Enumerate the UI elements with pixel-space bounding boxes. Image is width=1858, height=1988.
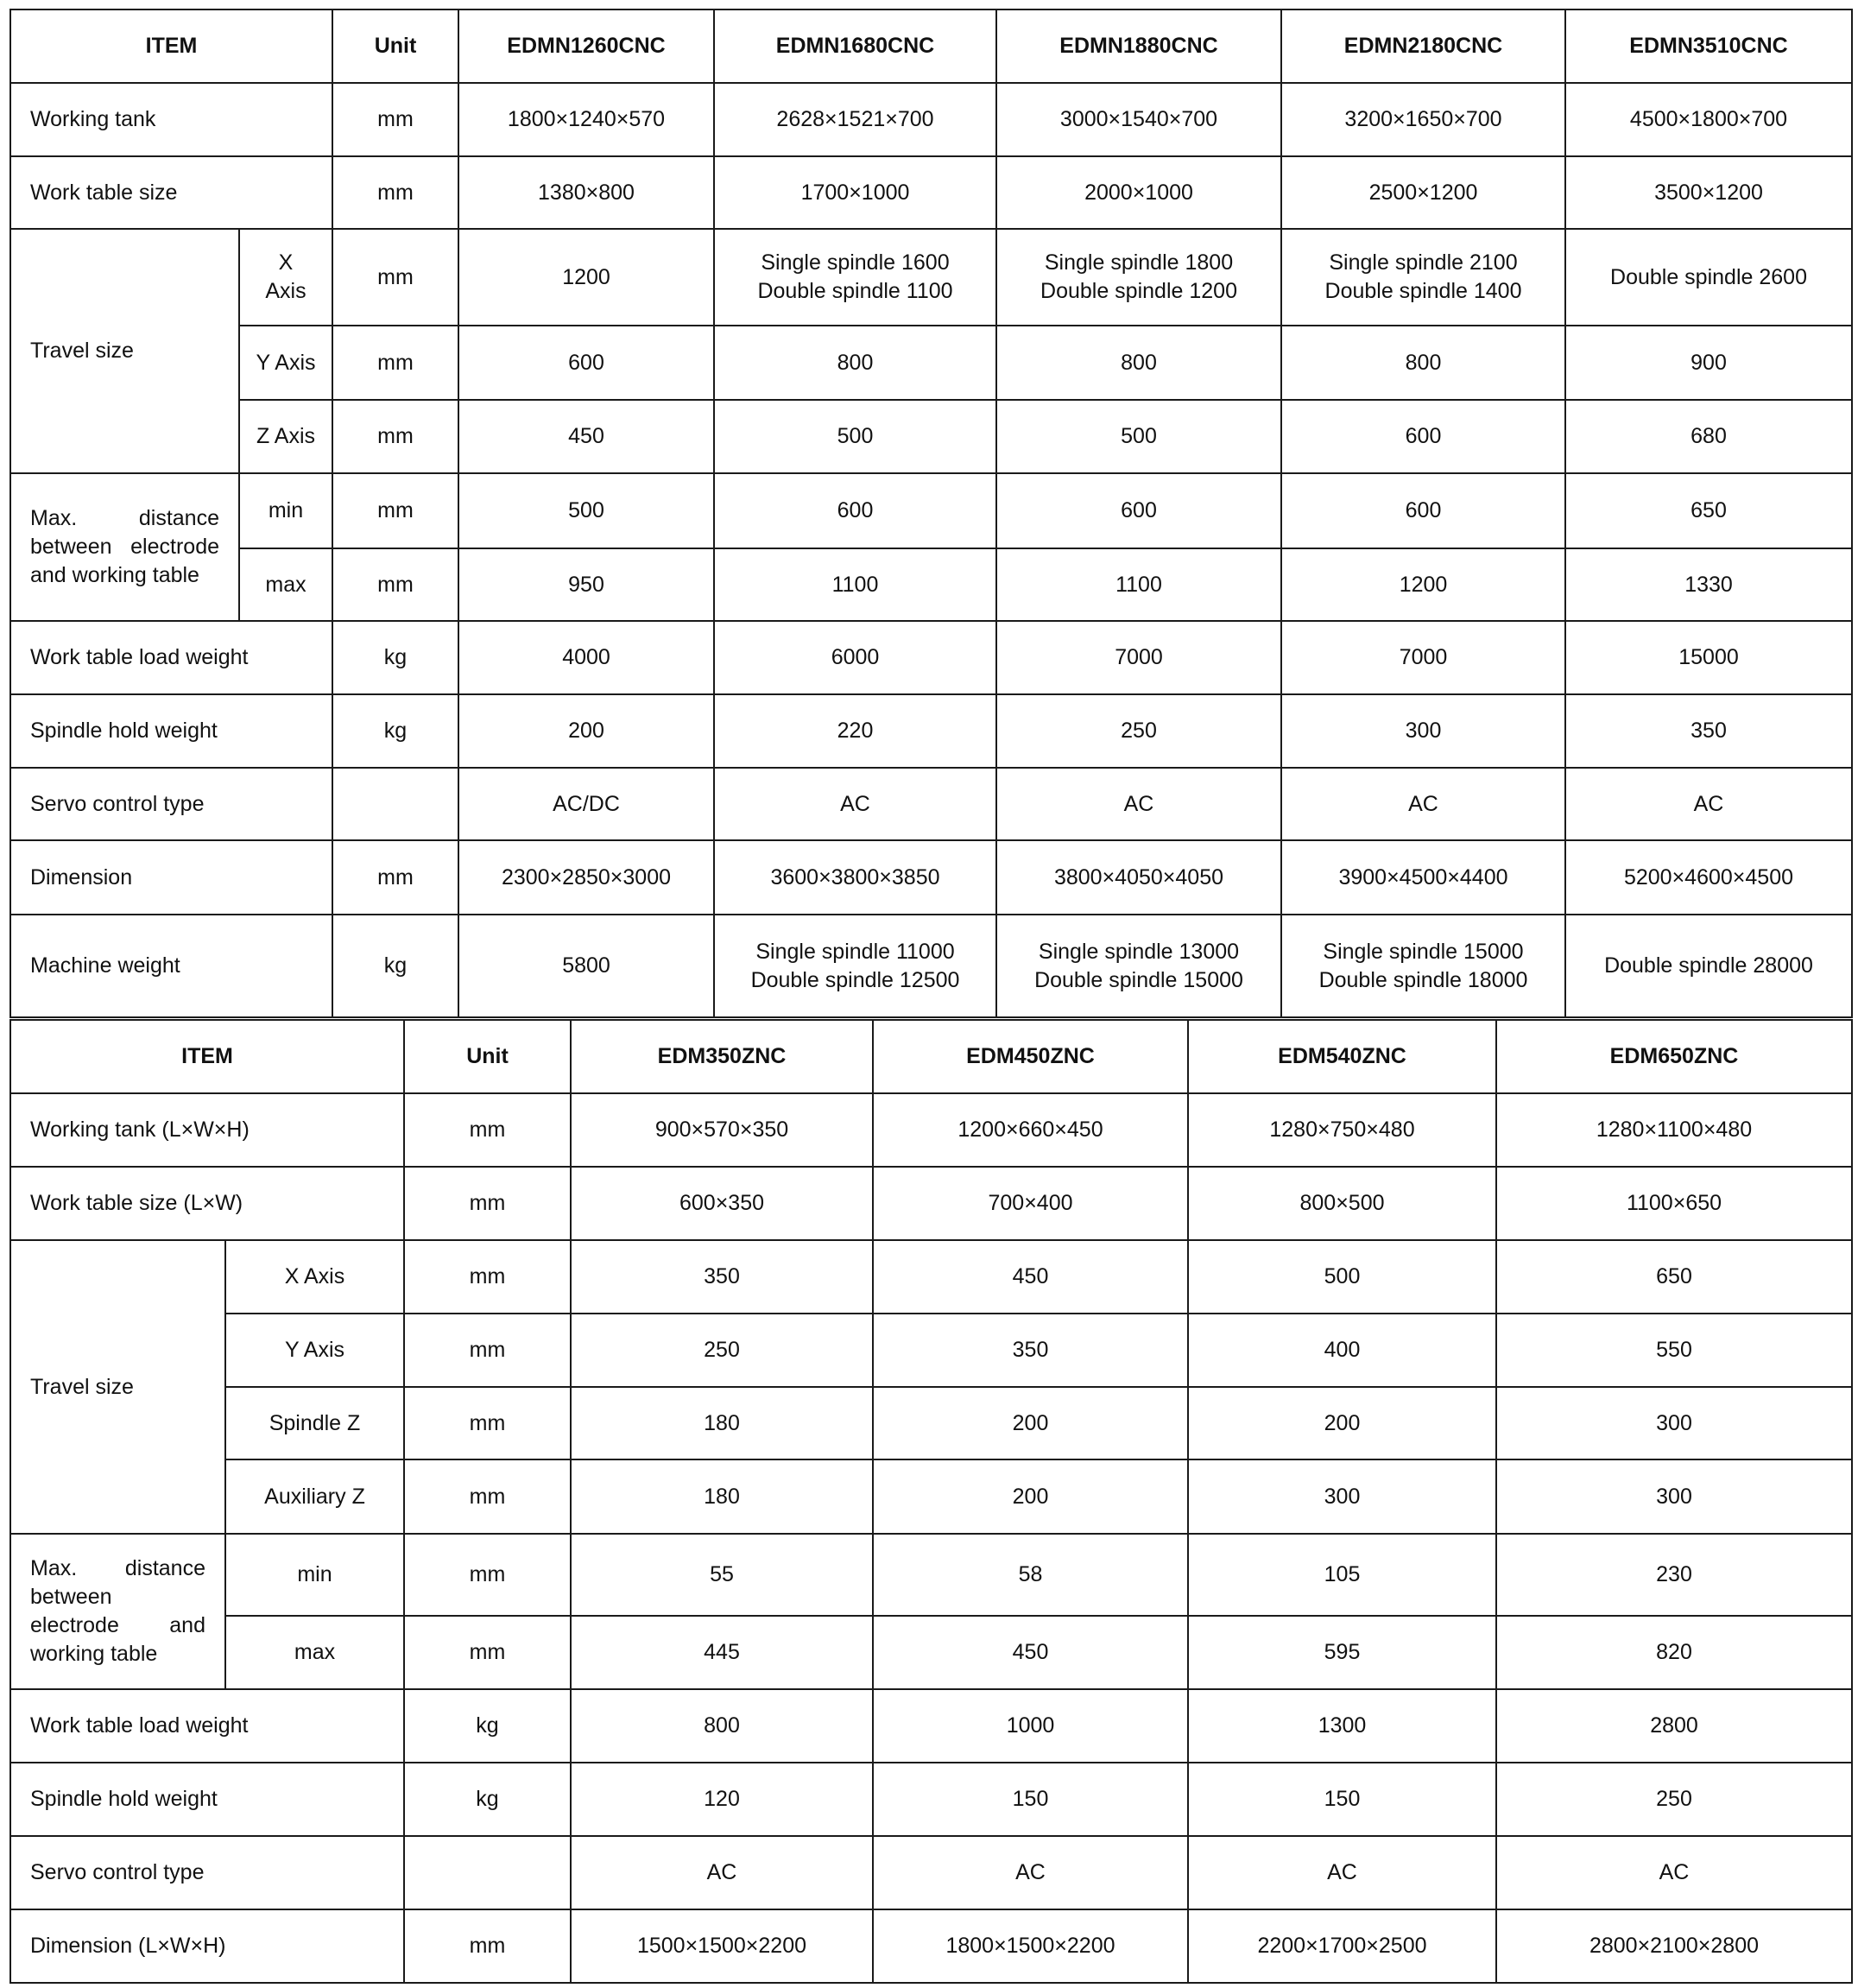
value-cell: 180 [571,1459,873,1534]
row-label: Work table load weight [10,621,332,694]
value-cell: 350 [571,1240,873,1314]
value-cell: Single spindle 11000 Double spindle 12500 [714,915,996,1017]
unit-cell: mm [332,473,458,548]
row-label-travel: Travel size [10,229,239,473]
value-cell: 7000 [1281,621,1565,694]
row-work-table-size [10,1167,1852,1240]
value-cell: 450 [458,400,714,473]
unit-cell: mm [404,1093,571,1167]
value-cell: 150 [1188,1763,1496,1836]
row-spindle-weight [10,1763,1852,1836]
unit-cell: mm [404,1387,571,1459]
row-label: Dimension [10,840,332,915]
row-label: Working tank (L×W×H) [10,1093,404,1167]
value-cell: 2200×1700×2500 [1188,1909,1496,1983]
value-cell: 105 [1188,1534,1496,1616]
unit-cell: mm [404,1459,571,1534]
row-label: Work table size (L×W) [10,1167,404,1240]
unit-cell: mm [332,548,458,621]
row-label: Work table load weight [10,1689,404,1763]
value-cell: 220 [714,694,996,768]
value-cell: 2500×1200 [1281,156,1565,229]
value-cell: 150 [873,1763,1188,1836]
value-cell: Single spindle 2100 Double spindle 1400 [1281,229,1565,326]
row-label: Machine weight [10,915,332,1017]
value-cell: 180 [571,1387,873,1459]
value-cell: 1100 [714,548,996,621]
row-servo [10,768,1852,840]
unit-cell: mm [332,83,458,156]
row-label-travel: Travel size [10,1240,225,1534]
row-distance-max [10,1616,1852,1689]
value-cell: 500 [458,473,714,548]
value-cell: 450 [873,1240,1188,1314]
spec-table-edm-znc [9,1019,1853,1984]
sub-label: Y Axis [225,1314,404,1387]
value-cell: 800×500 [1188,1167,1496,1240]
header-model: EDMN1260CNC [458,9,714,83]
value-cell: 680 [1565,400,1852,473]
value-cell: AC [1496,1836,1852,1909]
unit-cell: mm [332,840,458,915]
value-cell: 5200×4600×4500 [1565,840,1852,915]
value-cell: Single spindle 1600 Double spindle 1100 [714,229,996,326]
value-cell: 200 [1188,1387,1496,1459]
value-cell: 1800×1240×570 [458,83,714,156]
unit-cell: mm [404,1167,571,1240]
unit-cell: mm [332,156,458,229]
row-machine-weight [10,915,1852,1017]
value-cell: 600×350 [571,1167,873,1240]
value-cell: 650 [1496,1240,1852,1314]
value-cell: 55 [571,1534,873,1616]
value-cell: 1300 [1188,1689,1496,1763]
unit-cell: kg [404,1763,571,1836]
value-cell: 120 [571,1763,873,1836]
value-cell: 500 [996,400,1281,473]
row-travel-aux-z [10,1459,1852,1534]
value-cell: 4500×1800×700 [1565,83,1852,156]
value-cell: 500 [714,400,996,473]
value-cell: 1000 [873,1689,1188,1763]
value-cell: 250 [996,694,1281,768]
row-distance-min [10,473,1852,548]
value-cell: 600 [1281,400,1565,473]
value-cell: 58 [873,1534,1188,1616]
value-cell: 1280×1100×480 [1496,1093,1852,1167]
value-cell: Double spindle 2600 [1565,229,1852,326]
row-distance-max [10,548,1852,621]
value-cell: 350 [1565,694,1852,768]
sub-label: max [239,548,332,621]
sub-label: min [225,1534,404,1616]
value-cell: 900×570×350 [571,1093,873,1167]
value-cell: 1100 [996,548,1281,621]
row-travel-y [10,1314,1852,1387]
value-cell: AC [1188,1836,1496,1909]
value-cell: 200 [873,1387,1188,1459]
row-travel-x [10,1240,1852,1314]
header-model: EDM350ZNC [571,1020,873,1093]
value-cell: 600 [458,326,714,400]
header-model: EDM650ZNC [1496,1020,1852,1093]
sub-label: Y Axis [239,326,332,400]
header-model: EDM540ZNC [1188,1020,1496,1093]
unit-cell: mm [332,326,458,400]
value-cell: 300 [1188,1459,1496,1534]
sub-label: X Axis [225,1240,404,1314]
row-work-table-size [10,156,1852,229]
value-cell: 3200×1650×700 [1281,83,1565,156]
value-cell: 1100×650 [1496,1167,1852,1240]
unit-cell: mm [404,1240,571,1314]
value-cell: 3900×4500×4400 [1281,840,1565,915]
header-row [10,9,1852,83]
value-cell: 7000 [996,621,1281,694]
value-cell: 800 [714,326,996,400]
header-unit: Unit [332,9,458,83]
value-cell: AC [714,768,996,840]
value-cell: AC/DC [458,768,714,840]
value-cell: 300 [1496,1459,1852,1534]
value-cell: 1380×800 [458,156,714,229]
value-cell: 1200 [458,229,714,326]
value-cell: 650 [1565,473,1852,548]
value-cell: 5800 [458,915,714,1017]
value-cell: 950 [458,548,714,621]
row-label: Servo control type [10,768,332,840]
sub-label: X Axis [239,229,332,326]
unit-cell: kg [404,1689,571,1763]
value-cell: 445 [571,1616,873,1689]
unit-cell [404,1836,571,1909]
value-cell: 250 [1496,1763,1852,1836]
value-cell: 200 [458,694,714,768]
value-cell: 2628×1521×700 [714,83,996,156]
value-cell: 600 [996,473,1281,548]
row-servo [10,1836,1852,1909]
unit-cell: mm [404,1616,571,1689]
value-cell: 500 [1188,1240,1496,1314]
value-cell: 250 [571,1314,873,1387]
value-cell: 1200×660×450 [873,1093,1188,1167]
value-cell: 2000×1000 [996,156,1281,229]
value-cell: 820 [1496,1616,1852,1689]
value-cell: 15000 [1565,621,1852,694]
row-label-max-distance: Max. distance between electrode and working table [10,1534,225,1689]
value-cell: 2300×2850×3000 [458,840,714,915]
value-cell: 300 [1496,1387,1852,1459]
value-cell: AC [996,768,1281,840]
value-cell: 1500×1500×2200 [571,1909,873,1983]
row-dimension [10,840,1852,915]
value-cell: 1280×750×480 [1188,1093,1496,1167]
value-cell: 800 [571,1689,873,1763]
header-unit: Unit [404,1020,571,1093]
value-cell: AC [1281,768,1565,840]
value-cell: 1700×1000 [714,156,996,229]
row-load-weight [10,621,1852,694]
value-cell: 3000×1540×700 [996,83,1281,156]
header-item: ITEM [10,9,332,83]
header-model: EDMN3510CNC [1565,9,1852,83]
value-cell: 600 [714,473,996,548]
row-dimension [10,1909,1852,1983]
value-cell: 4000 [458,621,714,694]
header-model: EDM450ZNC [873,1020,1188,1093]
unit-cell: mm [332,229,458,326]
unit-cell: mm [404,1909,571,1983]
unit-cell: kg [332,694,458,768]
sub-label: Auxiliary Z [225,1459,404,1534]
spec-table-edmn [9,9,1853,1018]
value-cell: 900 [1565,326,1852,400]
row-travel-y [10,326,1852,400]
value-cell: 700×400 [873,1167,1188,1240]
value-cell: 300 [1281,694,1565,768]
row-travel-x [10,229,1852,326]
unit-cell: kg [332,621,458,694]
row-travel-z [10,400,1852,473]
value-cell: 3800×4050×4050 [996,840,1281,915]
row-travel-spindle-z [10,1387,1852,1459]
row-label-max-distance: Max. distance between electrode and working table [10,473,239,621]
value-cell: 800 [1281,326,1565,400]
row-label: Spindle hold weight [10,694,332,768]
value-cell: 2800 [1496,1689,1852,1763]
sub-label: max [225,1616,404,1689]
value-cell: 350 [873,1314,1188,1387]
value-cell: 1200 [1281,548,1565,621]
row-label: Working tank [10,83,332,156]
value-cell: Double spindle 28000 [1565,915,1852,1017]
value-cell: 200 [873,1459,1188,1534]
header-item: ITEM [10,1020,404,1093]
value-cell: AC [1565,768,1852,840]
header-model: EDMN2180CNC [1281,9,1565,83]
unit-cell: mm [332,400,458,473]
value-cell: 3500×1200 [1565,156,1852,229]
value-cell: 1800×1500×2200 [873,1909,1188,1983]
row-working-tank [10,83,1852,156]
value-cell: 800 [996,326,1281,400]
header-model: EDMN1880CNC [996,9,1281,83]
value-cell: Single spindle 15000 Double spindle 18000 [1281,915,1565,1017]
value-cell: 6000 [714,621,996,694]
header-model: EDMN1680CNC [714,9,996,83]
row-distance-min [10,1534,1852,1616]
row-label: Servo control type [10,1836,404,1909]
sub-label: Spindle Z [225,1387,404,1459]
row-label: Work table size [10,156,332,229]
value-cell: 600 [1281,473,1565,548]
value-cell: AC [571,1836,873,1909]
value-cell: 230 [1496,1534,1852,1616]
value-cell: 3600×3800×3850 [714,840,996,915]
row-label: Spindle hold weight [10,1763,404,1836]
value-cell: 2800×2100×2800 [1496,1909,1852,1983]
row-working-tank [10,1093,1852,1167]
sub-label: Z Axis [239,400,332,473]
row-load-weight [10,1689,1852,1763]
row-spindle-weight [10,694,1852,768]
unit-cell: kg [332,915,458,1017]
value-cell: AC [873,1836,1188,1909]
unit-cell: mm [404,1534,571,1616]
value-cell: 595 [1188,1616,1496,1689]
value-cell: 400 [1188,1314,1496,1387]
value-cell: Single spindle 1800 Double spindle 1200 [996,229,1281,326]
value-cell: 450 [873,1616,1188,1689]
value-cell: Single spindle 13000 Double spindle 15000 [996,915,1281,1017]
value-cell: 1330 [1565,548,1852,621]
sub-label: min [239,473,332,548]
unit-cell [332,768,458,840]
unit-cell: mm [404,1314,571,1387]
row-label: Dimension (L×W×H) [10,1909,404,1983]
header-row [10,1020,1852,1093]
value-cell: 550 [1496,1314,1852,1387]
